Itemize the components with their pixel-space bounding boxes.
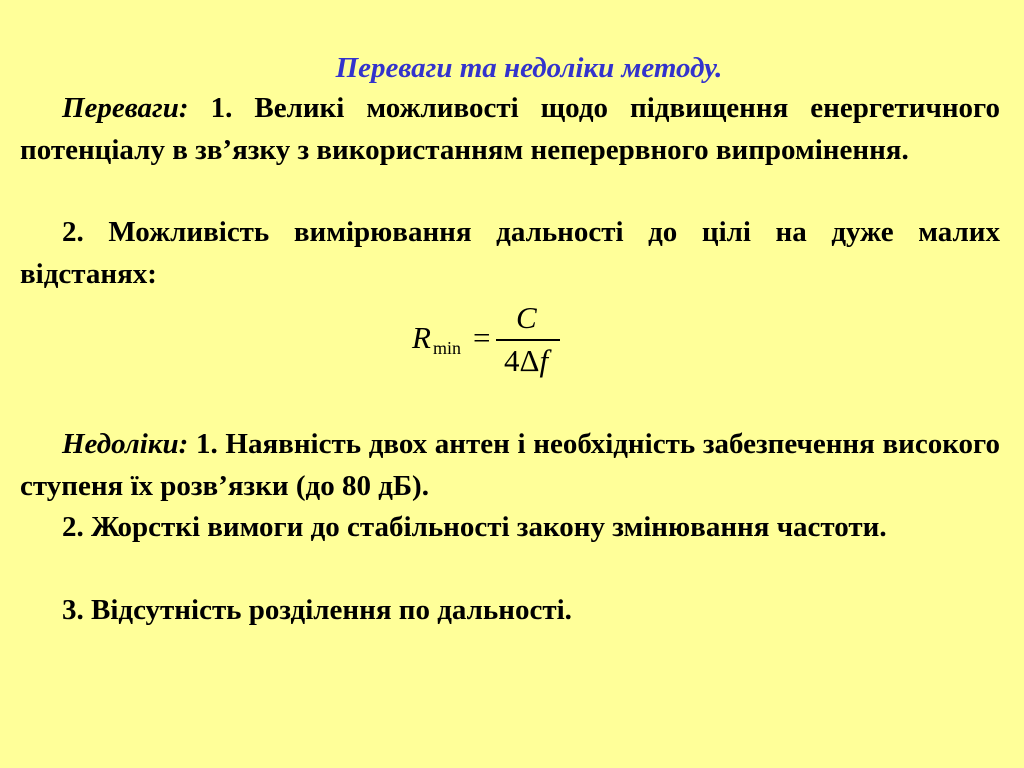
disadvantage-2-text: 2. Жорсткі вимоги до стабільності закону змінювання частоти. (62, 511, 887, 543)
formula-fraction-bar (496, 339, 560, 341)
range-formula (408, 298, 568, 388)
formula-denominator-var: f (539, 343, 549, 378)
formula-lhs-subscript: min (433, 338, 462, 358)
disadvantage-1-text: 1. Наявність двох антен і необхідність забезпечення високого ступеня їх розв’язки (до 80 дБ). (20, 428, 1001, 502)
formula-denominator-coef: 4 (504, 343, 520, 378)
advantages-label: Переваги: (62, 92, 189, 124)
advantage-2-text: 2. Можливість вимірювання дальності до цілі на дуже малих відстанях: (20, 216, 1000, 290)
formula-lhs: R (412, 320, 431, 355)
advantage-2-paragraph (20, 211, 1000, 295)
advantage-1-text: 1. Великі можливості щодо підвищення енергетичного потенціалу в зв’язку з використанням неперервного випромінення. (20, 92, 1001, 166)
formula-delta-symbol: Δ (519, 343, 540, 378)
disadvantage-3-text: 3. Відсутність розділення по дальності. (62, 594, 572, 626)
formula-equals: = (473, 320, 491, 355)
formula-denominator (504, 343, 548, 379)
disadvantage-1-paragraph (20, 423, 1000, 507)
slide-title: Переваги та недоліки методу. (335, 52, 723, 84)
disadvantage-2-paragraph (20, 506, 1000, 548)
advantage-1-paragraph (20, 87, 1000, 171)
disadvantages-label: Недоліки: (62, 428, 189, 460)
formula-numerator: C (516, 300, 537, 335)
disadvantage-3-paragraph (20, 589, 1000, 631)
